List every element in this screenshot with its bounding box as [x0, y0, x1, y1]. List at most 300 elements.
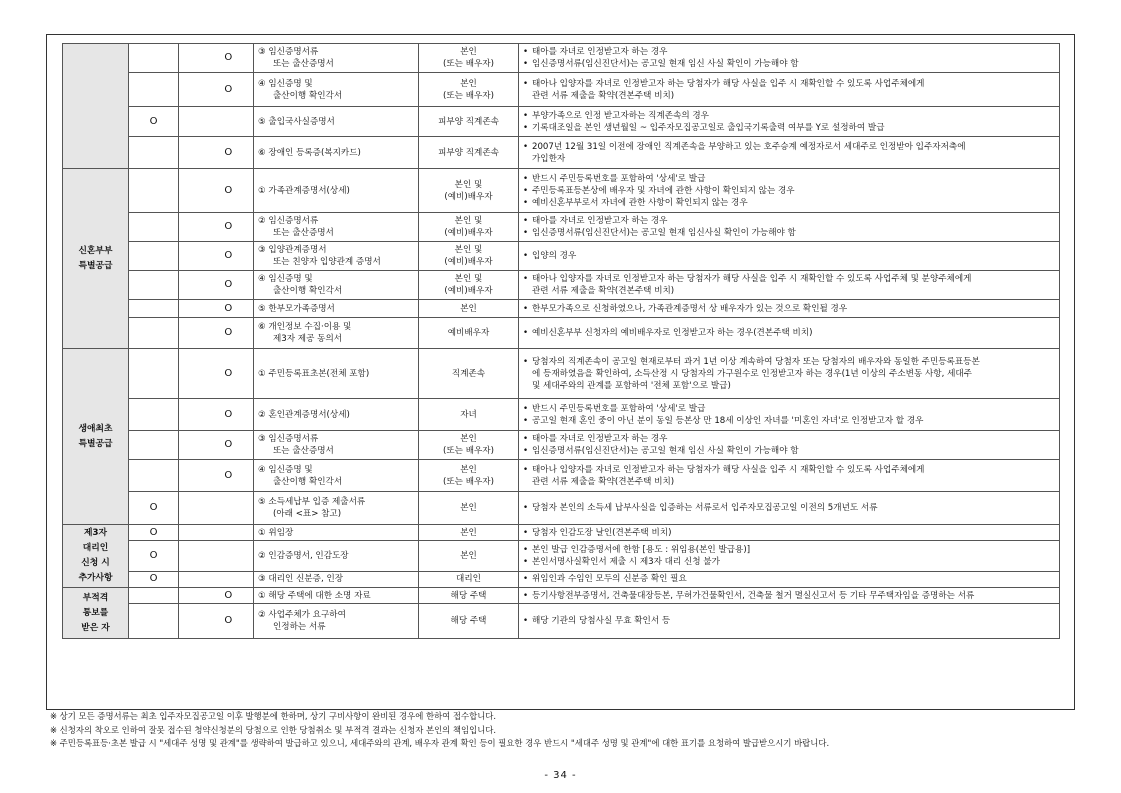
document-name-line: ① 주민등록표초본(전체 포함): [258, 368, 370, 379]
bullet-icon: •: [523, 251, 529, 261]
document-name-line: ③ 입양관계증명서: [258, 245, 327, 255]
document-name-line: ③ 임신증명서류: [258, 434, 319, 444]
table-row: [63, 604, 1060, 639]
remark-text: 주민등록표등본상에 배우자 및 자녀에 관한 사항이 확인되지 않는 경우: [532, 185, 795, 196]
document-name-line: ② 인감증명서, 인감도장: [258, 550, 349, 561]
bullet-icon: •: [523, 328, 529, 338]
remark-line: [523, 445, 1055, 457]
remark-line: [523, 273, 1055, 285]
bullet-icon: •: [523, 403, 529, 414]
applicant-cell: [419, 271, 519, 300]
mark-cell: O: [204, 431, 254, 460]
applicant-line: (예비)배우자: [444, 228, 493, 238]
document-name-line: ⑥ 개인정보 수집·이용 및: [258, 322, 352, 332]
document-name-line: ② 사업주체가 요구하여: [258, 610, 346, 620]
mark-cell: [129, 349, 179, 399]
applicant-line: 직계존속: [451, 368, 486, 379]
applicant-line: (또는 배우자): [443, 476, 494, 487]
category-cell: [63, 525, 129, 588]
remark-text: 태아를 자녀로 인정받고자 하는 경우: [532, 434, 668, 444]
document-name: [254, 137, 419, 169]
bullet-icon: •: [523, 78, 529, 89]
category-label: 제3자: [83, 528, 108, 538]
remark-text: 위임인과 수임인 모두의 신분증 확인 필요: [532, 574, 687, 585]
remarks-cell: [519, 73, 1060, 107]
document-name-line: 또는 친양자 입양관계 증명서: [273, 257, 381, 267]
table-row: [63, 213, 1060, 242]
remarks-cell: [519, 571, 1060, 587]
mark-cell: [129, 460, 179, 492]
document-name: [254, 44, 419, 73]
mark-cell: [204, 492, 254, 525]
applicant-cell: [419, 44, 519, 73]
document-name: [254, 431, 419, 460]
mark-cell: [129, 431, 179, 460]
applicant-line: 대리인: [456, 574, 481, 585]
spacer-cell: [179, 349, 204, 399]
footnote: ※ 주민등록표등·초본 발급 시 "세대주 성명 및 관계"를 생략하여 발급하고 있으니, 세대주와의 관계, 배우자 관계 확인 등이 필요한 경우 반드시 "세대주 성명 및 관계"에 대한 표기를 요청하여 발급받으시기 바랍니다.: [50, 738, 830, 748]
remark-text: 태아를 자녀로 인정받고자 하는 경우: [532, 47, 668, 57]
remark-line: [523, 303, 1055, 315]
document-name-line: ⑥ 장애인 등록증(복지카드): [258, 147, 361, 158]
remark-line: [523, 615, 1055, 627]
bullet-icon: •: [523, 356, 529, 367]
category-cell: [63, 169, 129, 349]
remark-line: [523, 285, 1055, 297]
mark-cell: [129, 588, 179, 604]
footnotes: [50, 710, 829, 751]
remark-line: [523, 590, 1055, 602]
remark-text: 당첨자 인감도장 날인(견본주택 비치): [532, 527, 672, 538]
remarks-cell: [519, 492, 1060, 525]
document-name: [254, 460, 419, 492]
mark-cell: [204, 525, 254, 541]
mark-cell: O: [204, 137, 254, 169]
remark-line: [523, 250, 1055, 262]
spacer-cell: [179, 318, 204, 349]
bullet-icon: •: [523, 527, 529, 538]
footnote: ※ 신청자의 착오로 인하여 잘못 접수된 청약신청분의 당첨으로 인한 당첨취소 및 부적격 결과는 신청자 본인의 책임입니다.: [50, 724, 497, 735]
applicant-line: 해당 주택: [450, 616, 487, 626]
bullet-icon: •: [523, 110, 529, 121]
remark-text: 당첨자의 직계존속이 공고일 현재로부터 과거 1년 이상 계속하여 당첨자 또는 당첨자의 배우자와 동일한 주민등록표등본: [532, 356, 980, 367]
spacer-cell: [179, 300, 204, 318]
mark-cell: O: [204, 604, 254, 639]
applicant-cell: [419, 300, 519, 318]
bullet-icon: •: [523, 415, 529, 426]
table-row: [63, 44, 1060, 73]
applicant-line: 본인: [460, 527, 477, 538]
document-name: [254, 349, 419, 399]
applicant-cell: [419, 541, 519, 571]
spacer-cell: [179, 271, 204, 300]
remark-line: [523, 173, 1055, 185]
remark-text: 공고일 현재 혼인 중이 아닌 분이 동일 등본상 만 18세 이상인 자녀를 '미혼인 자녀'로 인정받고자 할 경우: [532, 415, 924, 426]
remark-text: 입양의 경우: [532, 251, 577, 261]
spacer-cell: [179, 242, 204, 271]
table-row: [63, 588, 1060, 604]
mark-cell: O: [129, 571, 179, 587]
applicant-cell: [419, 431, 519, 460]
category-label: 특별공급: [78, 438, 113, 449]
document-name-line: (아래 <표> 참고): [273, 509, 342, 519]
mark-cell: [129, 137, 179, 169]
table-row: [63, 73, 1060, 107]
remarks-cell: [519, 431, 1060, 460]
table-row: [63, 431, 1060, 460]
applicant-line: 본인 및: [454, 179, 483, 190]
spacer-cell: [179, 460, 204, 492]
bullet-icon: •: [523, 303, 529, 314]
mark-cell: [129, 271, 179, 300]
table-row: [63, 460, 1060, 492]
table-row: [63, 541, 1060, 571]
applicant-line: 해당 주택: [450, 590, 487, 601]
spacer-cell: [179, 73, 204, 107]
applicant-line: (예비)배우자: [444, 191, 493, 202]
document-name: [254, 588, 419, 604]
remark-text: 관련 서류 제출을 확약(견본주택 비치): [532, 476, 675, 487]
mark-cell: [129, 318, 179, 349]
applicant-cell: [419, 318, 519, 349]
remarks-cell: [519, 107, 1060, 137]
spacer-cell: [179, 604, 204, 639]
document-name: [254, 604, 419, 639]
table-row: [63, 107, 1060, 137]
remark-text: 태아나 입양자를 자녀로 인정받고자 하는 당첨자가 해당 사실을 입주 시 재확인할 수 있도록 사업주체 및 분양주체에게: [532, 274, 972, 284]
applicant-line: (예비)배우자: [444, 286, 493, 296]
remark-line: [523, 476, 1055, 488]
bullet-icon: •: [523, 228, 529, 238]
spacer-cell: [179, 213, 204, 242]
bullet-icon: •: [523, 197, 529, 208]
remark-text: 예비신혼부부로서 자녀에 관한 사항이 확인되지 않는 경우: [532, 197, 748, 208]
bullet-icon: •: [523, 122, 529, 133]
bullet-icon: •: [523, 141, 529, 152]
bullet-icon: •: [523, 59, 529, 69]
document-name-line: 또는 출산증명서: [273, 446, 334, 456]
category-label: 특별공급: [78, 260, 113, 271]
document-name: [254, 300, 419, 318]
remark-text: 본인 발급 인감증명서에 한함 [용도 : 위임용(본인 발급용)]: [532, 544, 751, 555]
remark-text: 예비신혼부부 신청자의 예비배우자로 인정받고자 하는 경우(견본주택 비치): [532, 328, 813, 338]
category-cell: [63, 588, 129, 639]
spacer-cell: [179, 169, 204, 213]
document-name-line: 인정하는 서류: [273, 622, 326, 632]
document-name: [254, 242, 419, 271]
remark-text: 부양가족으로 인정 받고자하는 직계존속의 경우: [532, 110, 709, 121]
table-row: [63, 571, 1060, 587]
table-row: [63, 492, 1060, 525]
spacer-cell: [179, 431, 204, 460]
applicant-line: 자녀: [460, 409, 477, 420]
remark-line: [523, 556, 1055, 568]
applicant-line: (또는 배우자): [443, 90, 494, 101]
remarks-cell: [519, 271, 1060, 300]
bullet-icon: •: [523, 434, 529, 444]
document-name-line: ⑤ 한부모가족증명서: [258, 303, 335, 314]
remark-text: 등기사항전부증명서, 건축물대장등본, 무허가건물확인서, 건축물 철거 멸실신고서 등 기타 무주택자임을 증명하는 서류: [532, 590, 975, 601]
document-name-line: ④ 임신증명 및: [258, 464, 313, 475]
document-name: [254, 571, 419, 587]
bullet-icon: •: [523, 274, 529, 284]
document-table: [62, 43, 1060, 639]
category-label: 신청 시: [81, 558, 110, 568]
remark-text: 관련 서류 제출을 확약(견본주택 비치): [532, 286, 675, 296]
remark-line: [523, 58, 1055, 70]
applicant-cell: [419, 137, 519, 169]
document-name-line: ⑤ 출입국사실증명서: [258, 116, 335, 127]
applicant-cell: [419, 107, 519, 137]
mark-cell: [129, 399, 179, 431]
applicant-cell: [419, 460, 519, 492]
document-name: [254, 271, 419, 300]
remark-text: 임신증명서류(임신진단서)는 공고일 현재 임신사실 확인이 가능해야 함: [532, 228, 796, 238]
category-label: 추가사항: [78, 573, 113, 583]
bullet-icon: •: [523, 590, 529, 601]
bullet-icon: •: [523, 446, 529, 456]
remark-line: [523, 368, 1055, 380]
remark-line: [523, 327, 1055, 339]
mark-cell: O: [204, 271, 254, 300]
mark-cell: [129, 213, 179, 242]
mark-cell: O: [204, 300, 254, 318]
spacer-cell: [179, 44, 204, 73]
document-name-line: ① 위임장: [258, 527, 294, 538]
mark-cell: O: [204, 73, 254, 107]
remark-text: 기록대조일을 본인 생년월일 ~ 입주자모집공고일로 출입국기록출력 여부를 Y로 설정하여 발급: [532, 122, 885, 133]
table-row: [63, 300, 1060, 318]
remark-text: 가입한자: [532, 153, 566, 164]
remark-line: [523, 185, 1055, 197]
remarks-cell: [519, 213, 1060, 242]
category-label: 대리인: [82, 543, 109, 553]
remark-line: [523, 433, 1055, 445]
remark-text: 당첨자 본인의 소득세 납부사실을 입증하는 서류로서 입주자모집공고일 이전의 5개년도 서류: [532, 503, 878, 513]
mark-cell: [129, 169, 179, 213]
mark-cell: [129, 604, 179, 639]
table-row: [63, 349, 1060, 399]
applicant-cell: [419, 169, 519, 213]
category-label: 받은 자: [81, 622, 110, 633]
remark-text: 임신증명서류(임신진단서)는 공고일 현재 임신 사실 확인이 가능해야 함: [532, 59, 799, 69]
remarks-cell: [519, 541, 1060, 571]
category-label: 통보를: [82, 607, 109, 618]
applicant-line: 본인: [460, 550, 477, 561]
remark-text: 반드시 주민등록번호를 포함하여 '상세'로 발급: [532, 173, 706, 184]
remark-line: [523, 464, 1055, 476]
applicant-line: 본인: [460, 503, 477, 513]
applicant-cell: [419, 242, 519, 271]
document-name-line: 출산이행 확인각서: [273, 476, 343, 487]
mark-cell: [204, 107, 254, 137]
bullet-icon: •: [523, 464, 529, 475]
mark-cell: O: [204, 349, 254, 399]
remark-line: [523, 380, 1055, 392]
remark-text: 반드시 주민등록번호를 포함하여 '상세'로 발급: [532, 403, 706, 414]
mark-cell: O: [204, 399, 254, 431]
mark-cell: [129, 242, 179, 271]
remarks-cell: [519, 44, 1060, 73]
applicant-line: (예비)배우자: [444, 257, 493, 267]
remarks-cell: [519, 169, 1060, 213]
remark-text: 본인서명사실확인서 제출 시 제3자 대리 신청 불가: [532, 556, 720, 567]
remarks-cell: [519, 588, 1060, 604]
remark-text: 및 세대주와의 관계를 포함하여 '전체 포함'으로 발급): [532, 380, 731, 391]
bullet-icon: •: [523, 173, 529, 184]
spacer-cell: [179, 525, 204, 541]
remark-line: [523, 215, 1055, 227]
document-name-line: 또는 출산증명서: [273, 228, 334, 238]
applicant-line: (또는 배우자): [443, 446, 494, 456]
mark-cell: O: [204, 460, 254, 492]
document-name-line: ① 가족관계증명서(상세): [258, 185, 350, 196]
document-name-line: ④ 임신증명 및: [258, 78, 313, 89]
remarks-cell: [519, 604, 1060, 639]
applicant-line: 예비배우자: [447, 328, 490, 338]
document-name-line: ③ 임신증명서류: [258, 47, 319, 57]
document-name: [254, 73, 419, 107]
document-name-line: 또는 출산증명서: [273, 59, 334, 69]
table-row: [63, 399, 1060, 431]
remark-line: [523, 502, 1055, 514]
bullet-icon: •: [523, 503, 529, 513]
remarks-cell: [519, 242, 1060, 271]
category-cell: [63, 44, 129, 169]
remark-line: [523, 122, 1055, 134]
document-name-line: 제3자 제공 동의서: [273, 334, 343, 344]
remark-line: [523, 227, 1055, 239]
applicant-line: 본인: [460, 47, 477, 57]
bullet-icon: •: [523, 185, 529, 196]
applicant-line: 본인 및: [454, 274, 483, 284]
remarks-cell: [519, 300, 1060, 318]
remark-line: [523, 573, 1055, 585]
document-name: [254, 492, 419, 525]
document-name: [254, 399, 419, 431]
applicant-cell: [419, 73, 519, 107]
table-row: [63, 137, 1060, 169]
remark-line: [523, 544, 1055, 556]
mark-cell: [204, 541, 254, 571]
remark-text: 태아를 자녀로 인정받고자 하는 경우: [532, 216, 668, 226]
remarks-cell: [519, 318, 1060, 349]
bullet-icon: •: [523, 544, 529, 555]
bullet-icon: •: [523, 47, 529, 57]
mark-cell: O: [204, 169, 254, 213]
mark-cell: [129, 73, 179, 107]
bullet-icon: •: [523, 216, 529, 226]
spacer-cell: [179, 541, 204, 571]
applicant-cell: [419, 525, 519, 541]
remarks-cell: [519, 460, 1060, 492]
applicant-line: (또는 배우자): [443, 59, 494, 69]
remark-text: 2007년 12월 31일 이전에 장애인 직계존속을 부양하고 있는 호주승계 예정자로서 세대주로 인정받아 입주자저축에: [532, 141, 966, 152]
mark-cell: [204, 571, 254, 587]
spacer-cell: [179, 492, 204, 525]
category-cell: [63, 349, 129, 525]
mark-cell: [129, 300, 179, 318]
remark-text: 관련 서류 제출을 확약(견본주택 비치): [532, 90, 675, 101]
applicant-line: 본인: [460, 303, 477, 314]
remarks-cell: [519, 349, 1060, 399]
remark-line: [523, 403, 1055, 415]
remarks-cell: [519, 525, 1060, 541]
remark-line: [523, 197, 1055, 209]
table-row: [63, 169, 1060, 213]
mark-cell: O: [129, 541, 179, 571]
remark-line: [523, 141, 1055, 153]
document-name-line: ⑤ 소득세납부 입증 제출서류: [258, 497, 366, 507]
remark-text: 에 등재하였음을 확인하여, 소득산정 시 당첨자의 가구원수로 인정받고자 하는 경우(1년 이상의 주소변동 사항, 세대주: [532, 368, 972, 379]
applicant-line: 본인: [460, 464, 477, 475]
document-name-line: ③ 대리인 신분증, 인장: [258, 574, 344, 585]
remark-line: [523, 153, 1055, 165]
document-name: [254, 169, 419, 213]
category-label: 신혼부부: [78, 245, 113, 256]
mark-cell: O: [204, 318, 254, 349]
applicant-cell: [419, 588, 519, 604]
document-name-line: ② 혼인관계증명서(상세): [258, 409, 350, 420]
applicant-cell: [419, 213, 519, 242]
mark-cell: O: [204, 44, 254, 73]
footnote: ※ 상기 모든 증명서류는 최초 입주자모집공고일 이후 발행분에 한하며, 상기 구비사항이 완비된 경우에 한하여 접수합니다.: [50, 711, 497, 721]
mark-cell: O: [204, 588, 254, 604]
remark-line: [523, 110, 1055, 122]
applicant-cell: [419, 349, 519, 399]
remarks-cell: [519, 399, 1060, 431]
applicant-line: 피부양 직계존속: [438, 147, 499, 158]
document-name: [254, 318, 419, 349]
applicant-line: 본인 및: [454, 216, 483, 226]
document-name: [254, 107, 419, 137]
document-name: [254, 213, 419, 242]
remark-text: 태아나 입양자를 자녀로 인정받고자 하는 당첨자가 해당 사실을 입주 시 재확인할 수 있도록 사업주체에게: [532, 464, 925, 475]
spacer-cell: [179, 588, 204, 604]
document-name: [254, 525, 419, 541]
remark-line: [523, 78, 1055, 90]
table-row: [63, 318, 1060, 349]
applicant-line: 피부양 직계존속: [438, 116, 499, 127]
page-number: - 34 -: [544, 770, 577, 781]
applicant-line: 본인: [460, 434, 477, 444]
table-row: [63, 271, 1060, 300]
document-name-line: 출산이행 확인각서: [273, 90, 343, 101]
mark-cell: O: [129, 525, 179, 541]
bullet-icon: •: [523, 574, 529, 585]
category-label: 생애최초: [78, 423, 113, 434]
remark-text: 한부모가족으로 신청하였으나, 가족관계증명서 상 배우자가 있는 것으로 확인될 경우: [532, 303, 848, 314]
remark-text: 태아나 입양자를 자녀로 인정받고자 하는 당첨자가 해당 사실을 입주 시 재확인할 수 있도록 사업주체에게: [532, 78, 925, 89]
mark-cell: O: [204, 213, 254, 242]
applicant-cell: [419, 492, 519, 525]
remark-text: 임신증명서류(임신진단서)는 공고일 현재 임신 사실 확인이 가능해야 함: [532, 446, 799, 456]
mark-cell: O: [129, 107, 179, 137]
bullet-icon: •: [523, 616, 529, 626]
mark-cell: O: [129, 492, 179, 525]
spacer-cell: [179, 137, 204, 169]
table-row: [63, 242, 1060, 271]
category-label: 부적격: [82, 592, 109, 603]
remark-text: 해당 기관의 당첨사실 무효 확인서 등: [532, 616, 671, 626]
spacer-cell: [179, 571, 204, 587]
applicant-line: 본인 및: [454, 245, 483, 255]
mark-cell: O: [204, 242, 254, 271]
document-name-line: ④ 임신증명 및: [258, 274, 313, 284]
applicant-cell: [419, 571, 519, 587]
remark-line: [523, 90, 1055, 102]
remark-line: [523, 46, 1055, 58]
